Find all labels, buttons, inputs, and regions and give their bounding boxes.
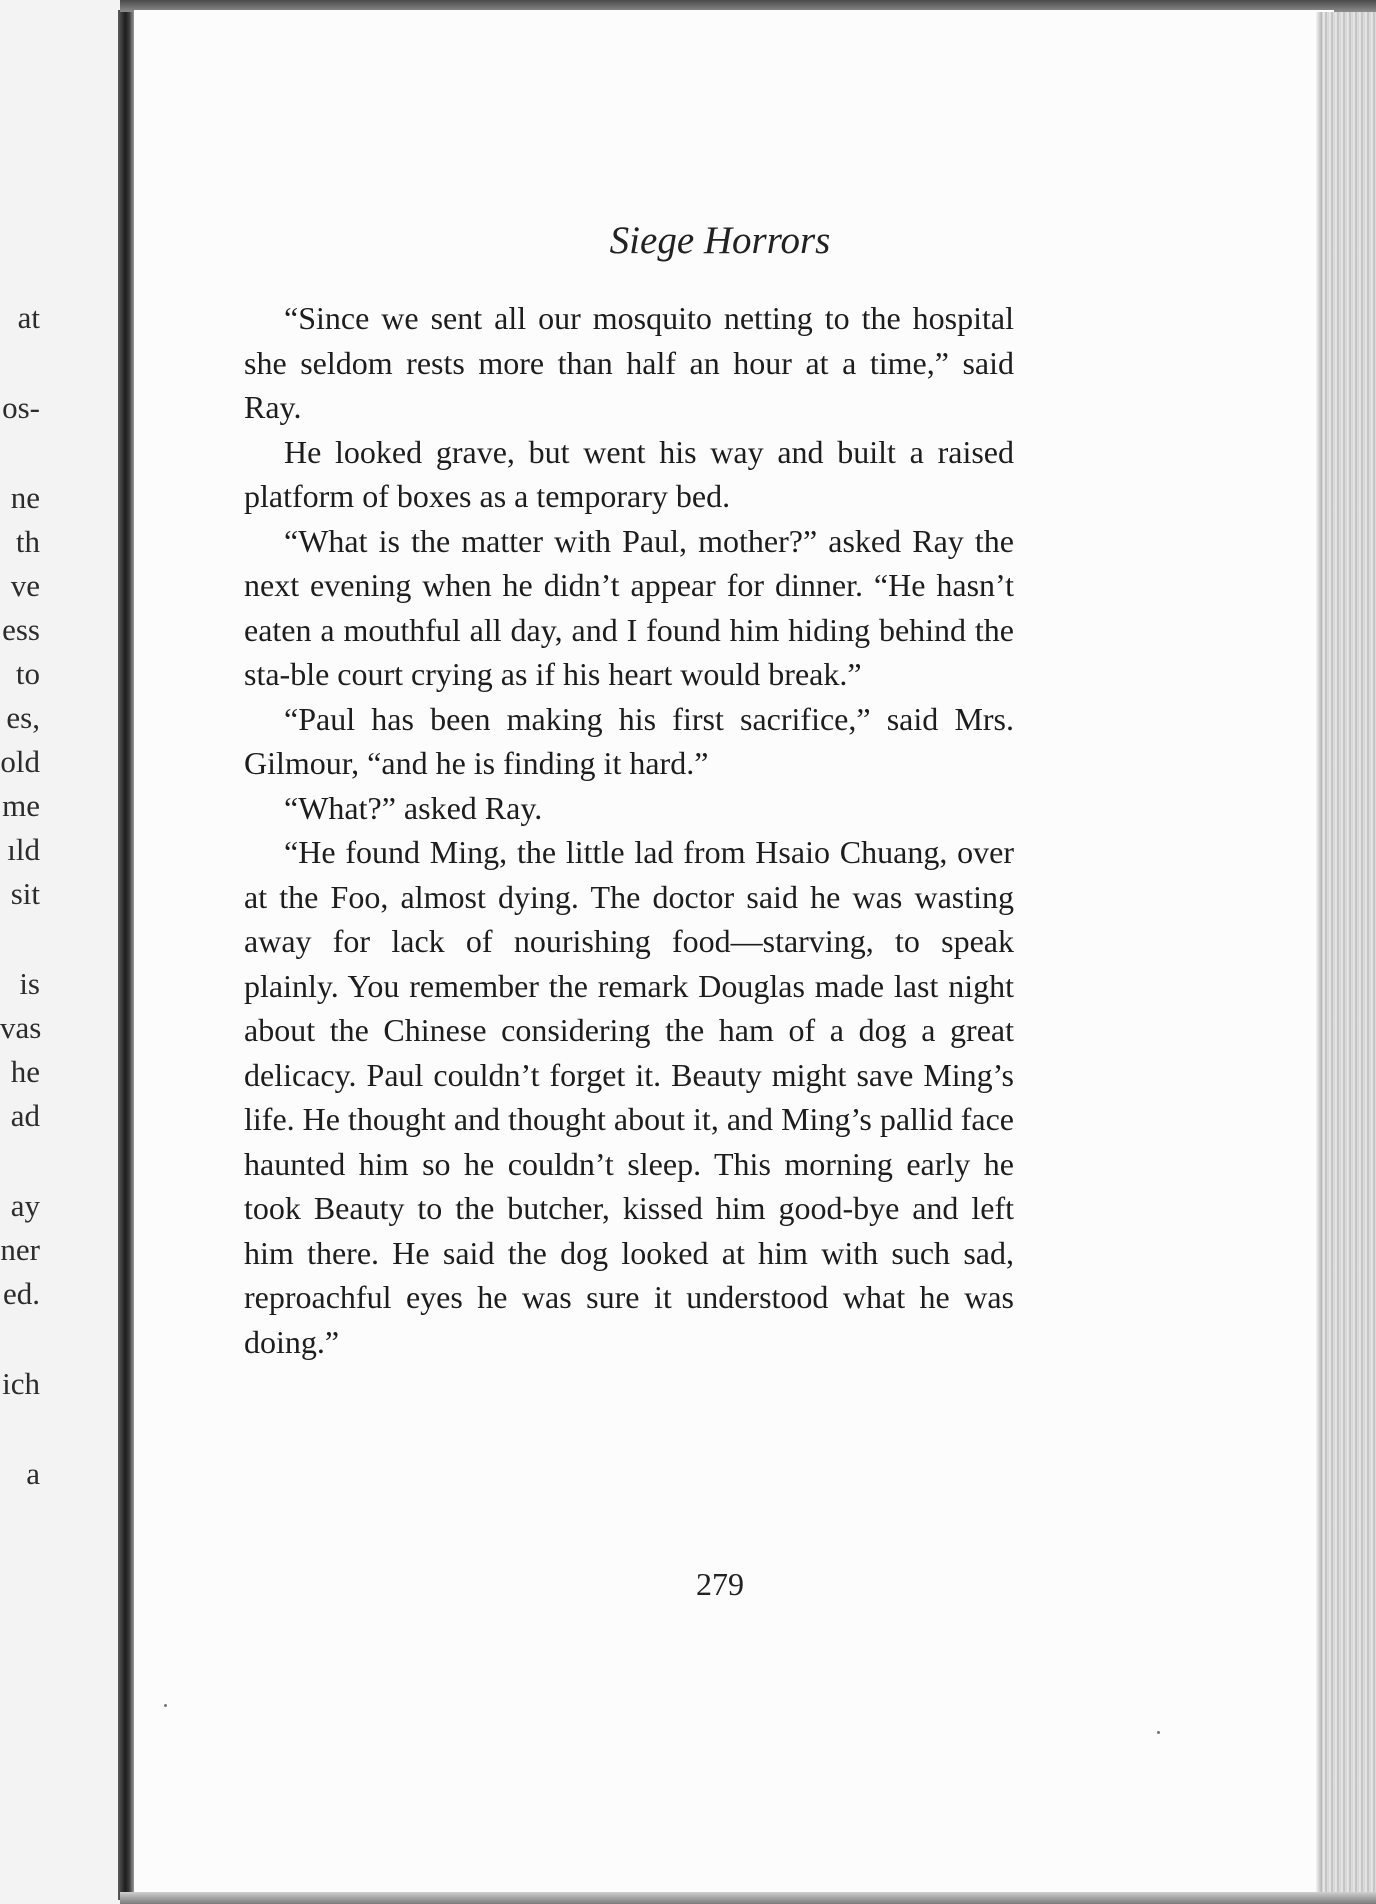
paragraph: “Paul has been making his first sacrifice,” said Mrs. Gilmour, “and he is finding it hard.”	[244, 700, 1014, 781]
left-page-fragment: ad	[10, 1098, 40, 1133]
left-page-fragment: to	[15, 656, 40, 691]
left-page-fragment: ıld	[7, 832, 40, 867]
book-gutter	[118, 10, 134, 1900]
paragraph: He looked grave, but went his way and built a raised platform of boxes as a temporary bed.	[244, 433, 1014, 514]
page-bottom-edge	[120, 1892, 1376, 1904]
left-page-fragment: ich	[2, 1366, 40, 1401]
page-number: 279	[696, 1566, 744, 1602]
left-page-fragment: me	[2, 788, 40, 823]
paper-speck	[1157, 1731, 1160, 1734]
paragraph: “What is the matter with Paul, mother?” asked Ray the next evening when he didn’t appear for dinner. “He hasn’t eaten a mouthful all day, and I found him hiding behind the sta-ble court crying as if his heart would break.”	[244, 522, 1014, 692]
left-page-fragment: ner	[0, 1232, 40, 1267]
left-page-fragment: ess	[2, 612, 40, 647]
paragraph: “Since we sent all our mosquito netting to the hospital she seldom rests more than half an hour at a time,” said Ray.	[244, 300, 1014, 425]
left-page-fragment: ed.	[2, 1276, 40, 1311]
left-page-fragment: old	[0, 744, 40, 779]
paragraph: “He found Ming, the little lad from Hsaio Chuang, over at the Foo, almost dying. The doctor said he was wasting away for lack of nourishing food—starving, to speak plainly. You remember the remark Douglas made last night about the Chinese considering the ham of a dog a great delicacy. Paul couldn’t forget it. Beauty might save Ming’s life. He thought and thought about it, and Ming’s pallid face haunted him so he couldn’t sleep. This morning early he took Beauty to the butcher, kissed him good-bye and left him there. He said the dog looked at him with such sad, reproachful eyes he was sure it understood what he was doing.”	[244, 834, 1014, 1360]
paragraph: “What?” asked Ray.	[284, 789, 543, 826]
body-text	[244, 296, 1014, 1364]
left-page-fragment: th	[15, 524, 40, 559]
left-page	[0, 0, 120, 1904]
paper-speck	[164, 1704, 167, 1707]
left-page-fragment: vas	[0, 1010, 42, 1045]
left-page-fragment: a	[26, 1456, 40, 1491]
left-page-fragment: he	[10, 1054, 40, 1089]
page-stack-edge	[1322, 12, 1376, 1904]
running-head: Siege Horrors	[609, 219, 831, 262]
left-page-fragment: sit	[10, 876, 40, 911]
left-page-fragment: ve	[10, 568, 40, 603]
left-page-fragment: os-	[2, 390, 40, 425]
left-page-fragment: es,	[6, 700, 40, 735]
left-page-fragment: at	[17, 300, 40, 335]
left-page-fragment: ne	[10, 480, 40, 515]
left-page-fragment: ay	[10, 1188, 40, 1223]
left-page-fragment: is	[19, 966, 40, 1001]
